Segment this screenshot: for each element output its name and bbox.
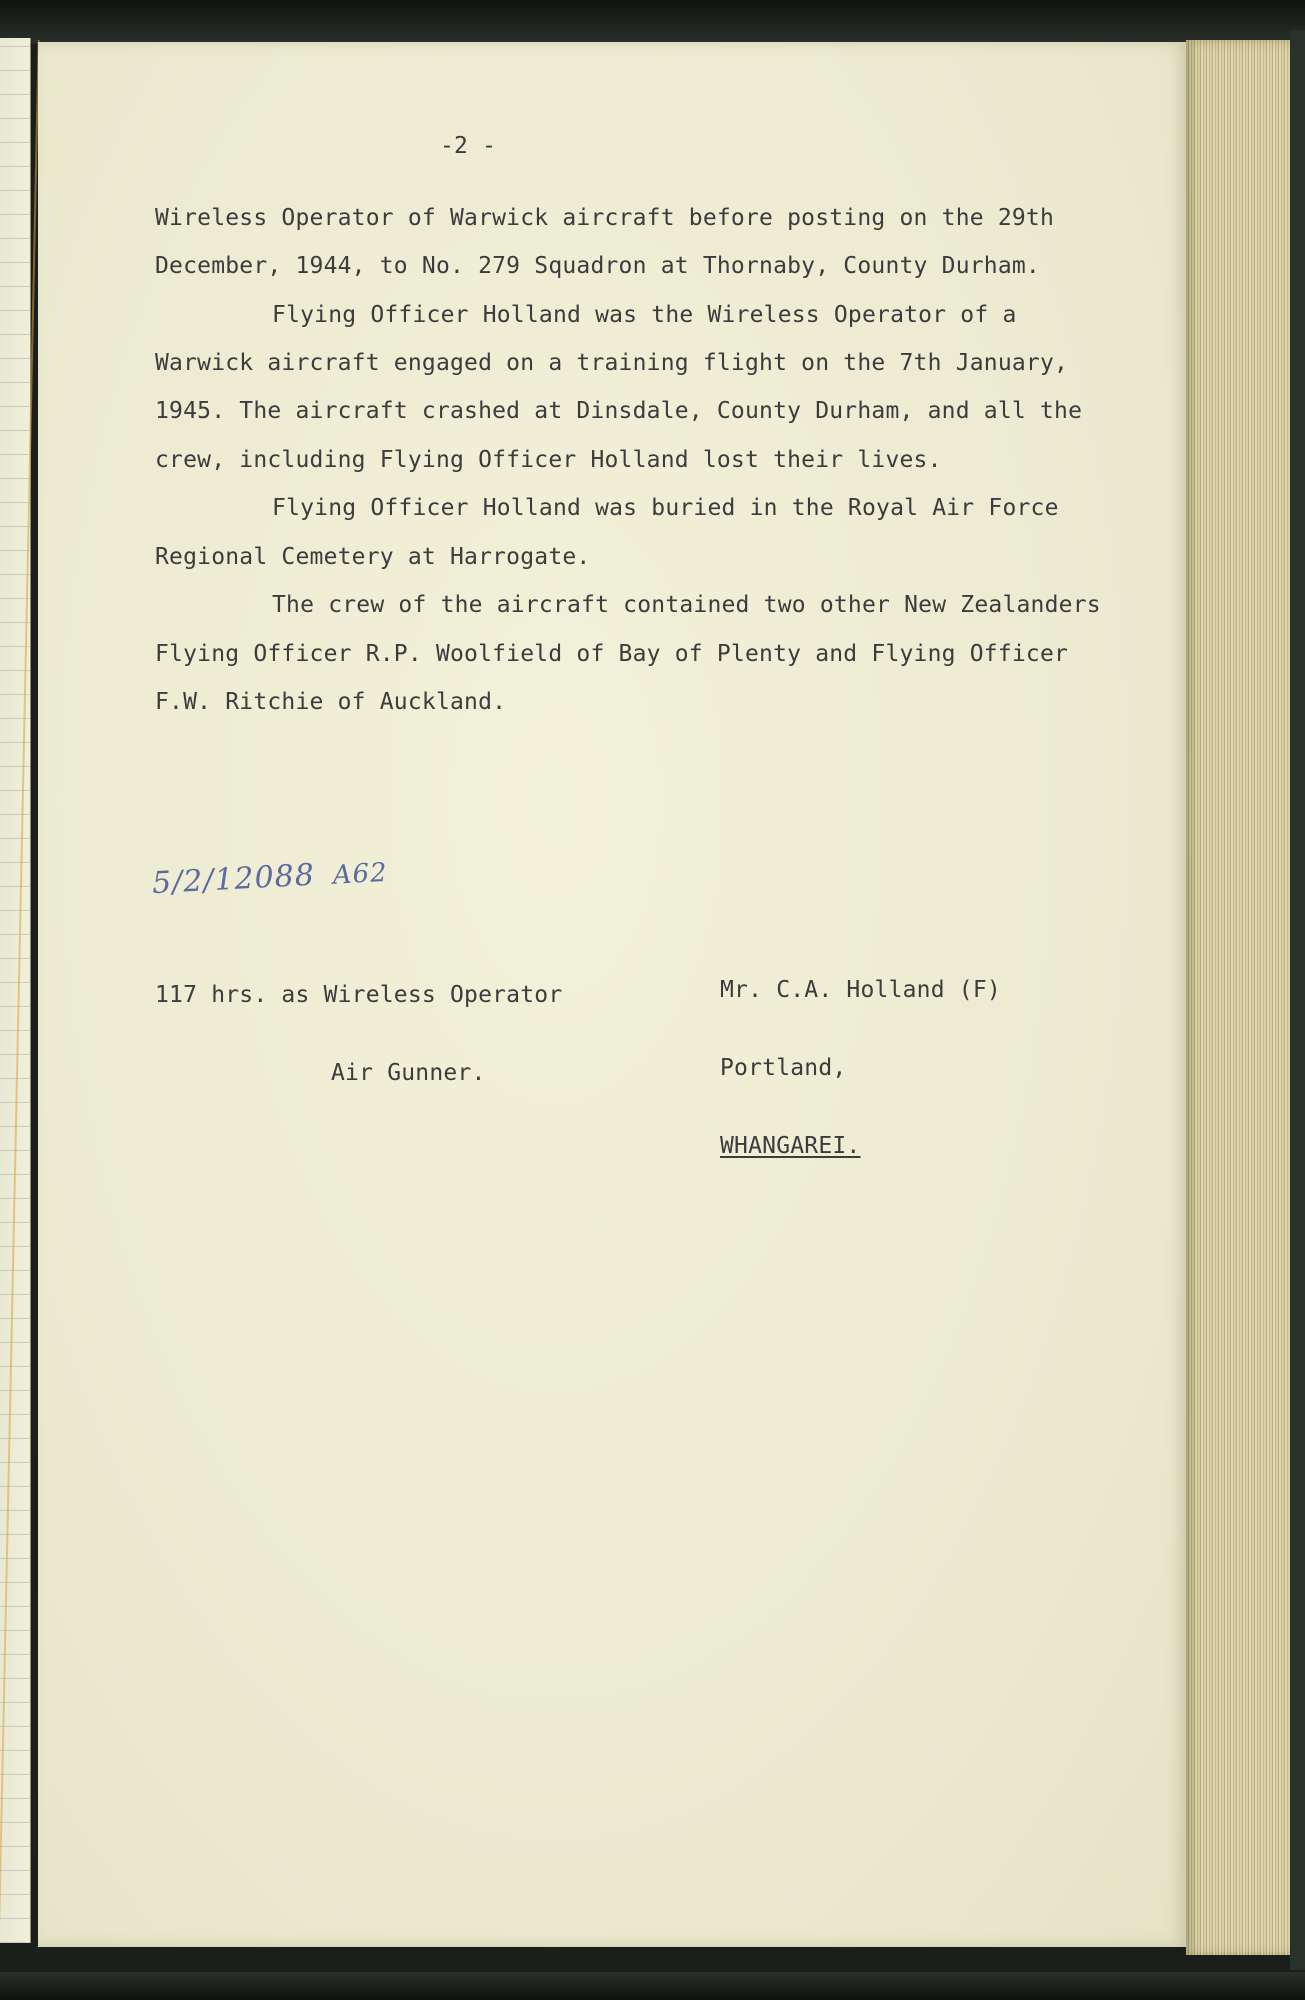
page-edges-stack <box>1186 40 1294 1955</box>
body-line-7: Flying Officer Holland was buried in the Royal Air Force <box>272 495 1059 521</box>
body-line-1: Wireless Operator of Warwick aircraft before posting on the 29th <box>155 205 1055 231</box>
book-cover-bottom <box>0 1972 1305 2000</box>
body-line-9: The crew of the aircraft contained two other New Zealanders <box>272 592 1101 618</box>
book-cover-right <box>1290 30 1305 1970</box>
service-hours-line-1: 117 hrs. as Wireless Operator <box>155 982 563 1008</box>
body-line-2: December, 1944, to No. 279 Squadron at Thornaby, County Durham. <box>155 253 1040 279</box>
body-line-6: crew, including Flying Officer Holland lost their lives. <box>155 447 942 473</box>
body-line-3: Flying Officer Holland was the Wireless Operator of a <box>272 302 1017 328</box>
body-line-5: 1945. The aircraft crashed at Dinsdale, County Durham, and all the <box>155 398 1083 424</box>
next-of-kin-town: WHANGAREI. <box>720 1133 861 1159</box>
body-line-11: F.W. Ritchie of Auckland. <box>155 689 507 715</box>
body-line-4: Warwick aircraft engaged on a training flight on the 7th January, <box>155 350 1069 376</box>
body-line-10: Flying Officer R.P. Woolfield of Bay of Plenty and Flying Officer <box>155 641 1069 667</box>
book-cover-top <box>0 0 1305 44</box>
handwritten-initials: A62 <box>332 857 389 891</box>
page-number: -2 - <box>440 133 497 159</box>
next-of-kin-name: Mr. C.A. Holland (F) <box>720 977 1001 1003</box>
handwritten-reference-number: 5/2/12088 <box>151 857 316 902</box>
service-hours-line-2: Air Gunner. <box>331 1060 486 1086</box>
body-line-8: Regional Cemetery at Harrogate. <box>155 544 591 570</box>
next-of-kin-address <box>720 925 1001 1211</box>
service-hours-block <box>155 930 562 1138</box>
next-of-kin-street: Portland, <box>720 1055 847 1081</box>
